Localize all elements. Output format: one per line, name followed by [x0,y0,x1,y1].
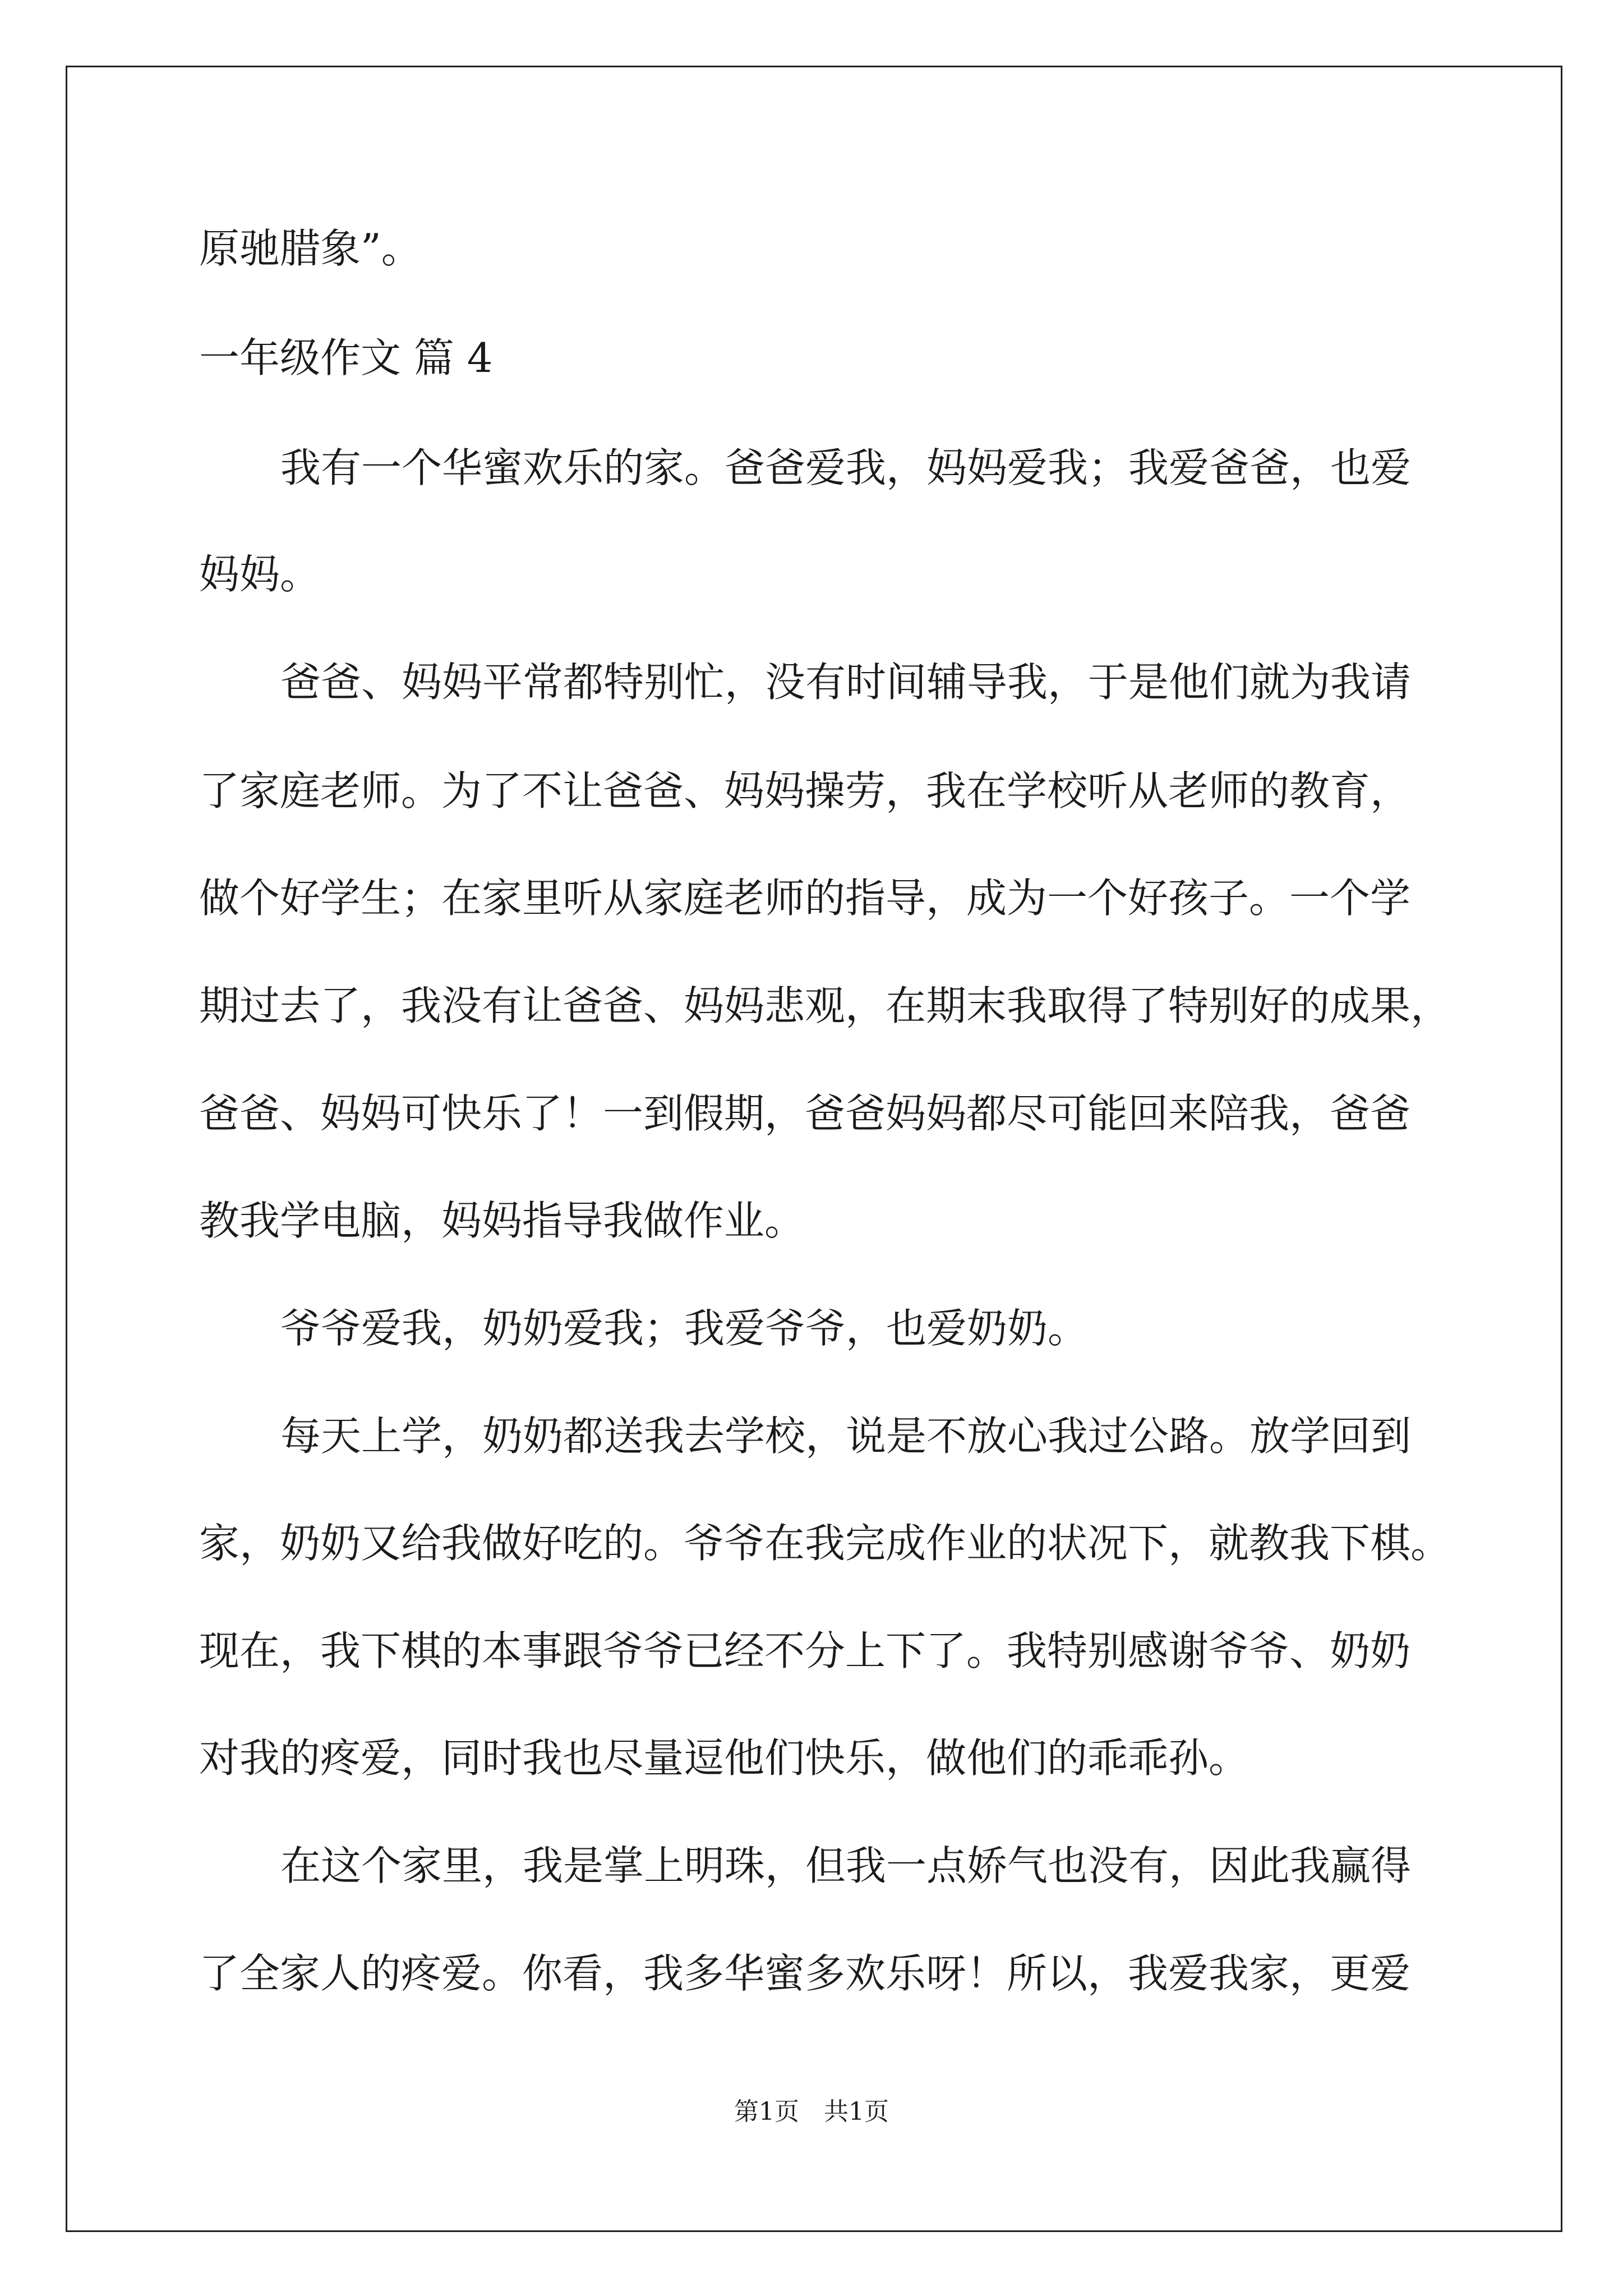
text-line: 对我的疼爱，同时我也尽量逗他们快乐，做他们的乖乖孙。 [199,1734,1249,1782]
text-line: 原驰腊象”。 [199,225,422,272]
text-line: 做个好学生；在家里听从家庭老师的指导，成为一个好孩子。一个学 [199,875,1411,922]
text-line: 现在，我下棋的本事跟爷爷已经不分上下了。我特别感谢爷爷、奶奶 [199,1627,1411,1674]
page-frame [66,66,1562,2232]
text-line: 在这个家里，我是掌上明珠，但我一点娇气也没有，因此我赢得 [280,1842,1412,1889]
text-line: 家，奶奶又给我做好吃的。爷爷在我完成作业的状况下，就教我下棋。 [199,1520,1451,1567]
text-line: 妈妈。 [199,551,321,598]
text-line: 每天上学，奶奶都送我去学校，说是不放心我过公路。放学回到 [280,1412,1412,1460]
text-line: 爸爸、妈妈可快乐了！一到假期，爸爸妈妈都尽可能回来陪我，爸爸 [199,1090,1411,1137]
page-footer: 第1页 共1页 [734,2097,889,2126]
text-line: 期过去了，我没有让爸爸、妈妈悲观，在期末我取得了特别好的成果， [199,982,1451,1029]
text-line: 了全家人的疼爱。你看，我多华蜜多欢乐呀！所以，我爱我家，更爱 [199,1950,1411,1997]
text-line: 教我学电脑，妈妈指导我做作业。 [199,1197,805,1244]
text-line: 了家庭老师。为了不让爸爸、妈妈操劳，我在学校听从老师的教育， [199,767,1411,815]
text-line: 爸爸、妈妈平常都特别忙，没有时间辅导我，于是他们就为我请 [280,659,1412,706]
section-heading: 一年级作文 篇 4 [199,334,493,381]
text-line: 爷爷爱我，奶奶爱我；我爱爷爷，也爱奶奶。 [280,1305,1089,1352]
text-line: 我有一个华蜜欢乐的家。爸爸爱我，妈妈爱我；我爱爸爸，也爱 [280,444,1412,491]
